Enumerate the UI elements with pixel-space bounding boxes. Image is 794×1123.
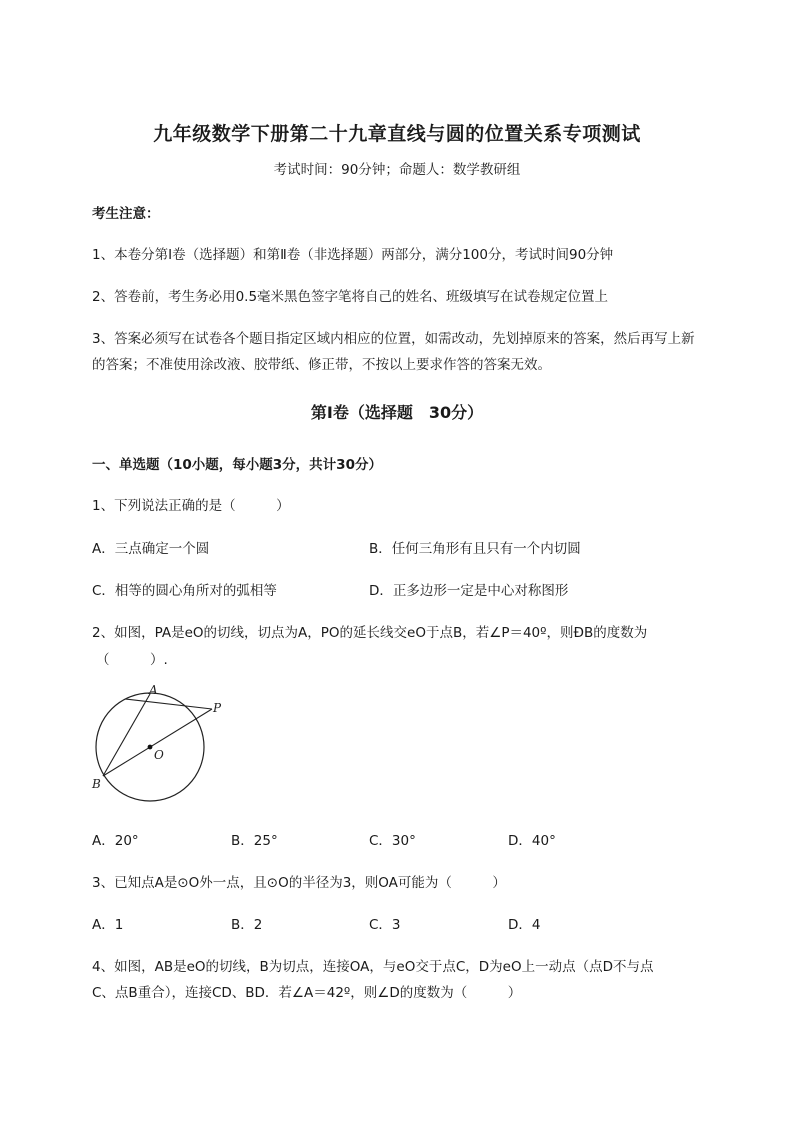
label-o: O xyxy=(154,748,164,762)
notice-item-1: 1、本卷分第I卷（选择题）和第Ⅱ卷（非选择题）两部分，满分100分，考试时间90分钟 xyxy=(92,247,614,263)
question-2-stem-cont: （ ）. xyxy=(96,652,168,668)
label-a: A xyxy=(149,683,158,697)
chord-ab xyxy=(103,694,150,776)
notice-heading: 考生注意： xyxy=(92,206,160,222)
question-3-option-d: D．4 xyxy=(508,917,541,933)
notice-item-2: 2、答卷前，考生务必用0.5毫米黑色签字笔将自己的姓名、班级填写在试卷规定位置上 xyxy=(92,289,609,305)
secant-line-bp xyxy=(103,709,212,776)
question-4-stem: 4、如图，AB是eO的切线，B为切点，连接OA，与eO交于点C，D为eO上一动点（点D不与点 xyxy=(92,959,654,975)
page-title: 九年级数学下册第二十九章直线与圆的位置关系专项测试 xyxy=(153,123,641,145)
question-2-option-a: A．20° xyxy=(92,833,139,849)
exam-info: 考试时间：90分钟；命题人：数学教研组 xyxy=(273,162,521,178)
question-1-option-a: A．三点确定一个圆 xyxy=(92,541,210,557)
question-1-stem: 1、下列说法正确的是（ ） xyxy=(92,498,290,514)
question-1-option-d: D．正多边形一定是中心对称图形 xyxy=(369,583,569,599)
question-2-stem: 2、如图，PA是eO的切线，切点为A，PO的延长线交eO于点B，若∠P＝40º，则ÐB的度数为 xyxy=(92,625,648,641)
question-2-figure xyxy=(85,680,235,810)
part-heading: 一、单选题（10小题，每小题3分，共计30分） xyxy=(92,457,382,473)
question-3-stem: 3、已知点A是⊙O外一点，且⊙O的半径为3，则OA可能为（ ） xyxy=(92,875,506,891)
center-point-o xyxy=(148,745,153,750)
question-1-option-c: C．相等的圆心角所对的弧相等 xyxy=(92,583,277,599)
label-p: P xyxy=(213,701,222,715)
tangent-line-pa xyxy=(125,699,212,709)
notice-item-3: 3、答案必须写在试卷各个题目指定区域内相应的位置，如需改动，先划掉原来的答案，然后再写上新 xyxy=(92,331,695,347)
question-3-option-c: C．3 xyxy=(369,917,401,933)
label-b: B xyxy=(92,777,101,791)
question-4-stem-cont: C、点B重合），连接CD、BD．若∠A＝42º，则∠D的度数为（ ） xyxy=(92,985,522,1001)
section-title: 第I卷（选择题 30分） xyxy=(310,403,484,422)
question-2-option-c: C．30° xyxy=(369,833,416,849)
question-2-option-d: D．40° xyxy=(508,833,556,849)
question-1-option-b: B．任何三角形有且只有一个内切圆 xyxy=(369,541,581,557)
question-3-option-b: B．2 xyxy=(231,917,263,933)
notice-item-3-cont: 的答案；不准使用涂改液、胶带纸、修正带，不按以上要求作答的答案无效。 xyxy=(92,357,551,373)
question-3-option-a: A．1 xyxy=(92,917,124,933)
question-2-option-b: B．25° xyxy=(231,833,278,849)
